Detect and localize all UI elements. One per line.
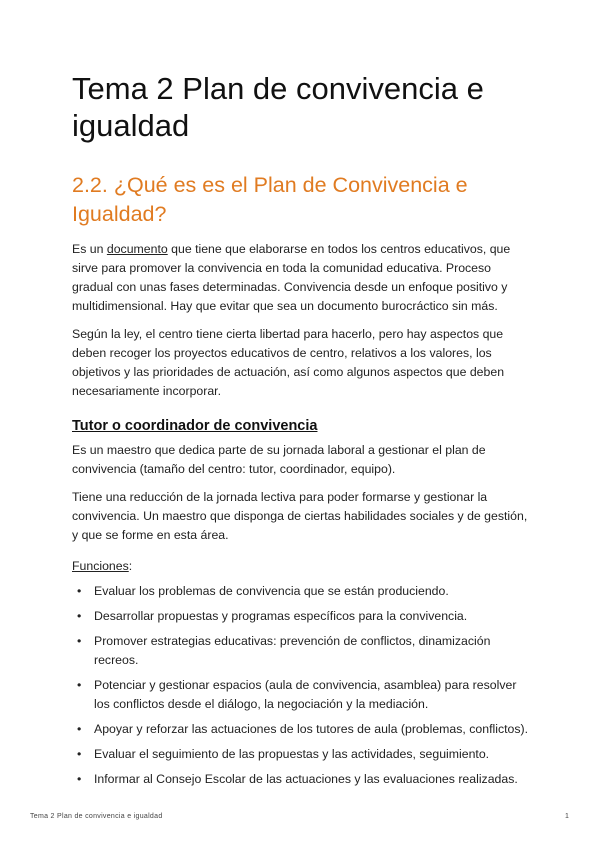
bullet-icon: • xyxy=(77,772,82,786)
page-title: Tema 2 Plan de convivencia e igualdad xyxy=(72,71,484,143)
list-item xyxy=(72,770,532,789)
intro-text-start: Es un xyxy=(72,242,107,256)
documento-link[interactable]: documento xyxy=(106,242,168,256)
list-item xyxy=(72,676,532,714)
bullet-icon: • xyxy=(77,609,82,623)
bullet-icon: • xyxy=(77,584,82,598)
funciones-list xyxy=(72,582,532,789)
funciones-label xyxy=(72,557,532,576)
page-content xyxy=(72,70,532,795)
intro-text-end: que tiene que elaborarse en todos los centros educativos, que sirve para promover la convivencia en toda la comunidad educativa. Proceso gradual con unas fases determinadas. Convivencia desde un enfoque positivo y multidimensional. Hay que evitar que sea un documento burocráctico sin más. xyxy=(72,242,511,313)
list-item xyxy=(72,632,532,670)
list-item-text: Desarrollar propuestas y programas específicos para la convivencia. xyxy=(94,609,468,623)
list-item xyxy=(72,720,532,739)
list-item xyxy=(72,582,532,601)
funciones-colon: : xyxy=(128,559,133,573)
section-heading: 2.2. ¿Qué es es el Plan de Convivencia e Igualdad? xyxy=(72,173,468,226)
page-number: 1 xyxy=(565,813,569,820)
list-item-text: Promover estrategias educativas: prevención de conflictos, dinamización recreos. xyxy=(94,634,491,667)
bullet-icon: • xyxy=(77,722,82,736)
list-item xyxy=(72,745,532,764)
list-item-text: Apoyar y reforzar las actuaciones de los tutores de aula (problemas, conflictos). xyxy=(94,722,529,736)
tutor-reduction-paragraph: Tiene una reducción de la jornada lectiva para poder formarse y gestionar la convivencia. Un maestro que disponga de ciertas habilidades sociales y de gestión, y que se forme en esta área. xyxy=(72,490,528,542)
footer-title: Tema 2 Plan de convivencia e igualdad xyxy=(30,813,163,820)
list-item-text: Evaluar el seguimiento de las propuestas y las actividades, seguimiento. xyxy=(94,747,490,761)
subsection-heading: Tutor o coordinador de convivencia xyxy=(72,418,318,434)
list-item-text: Evaluar los problemas de convivencia que se están produciendo. xyxy=(94,584,449,598)
bullet-icon: • xyxy=(77,747,82,761)
intro-paragraph xyxy=(72,240,532,316)
funciones-label-text: Funciones xyxy=(72,559,129,573)
tutor-definition-paragraph: Es un maestro que dedica parte de su jornada laboral a gestionar el plan de convivencia (tamaño del centro: tutor, coordinador, equipo). xyxy=(72,443,486,476)
list-item-text: Potenciar y gestionar espacios (aula de convivencia, asamblea) para resolver los conflictos desde el diálogo, la negociación y la mediación. xyxy=(94,678,517,711)
list-item-text: Informar al Consejo Escolar de las actuaciones y las evaluaciones realizadas. xyxy=(94,772,518,786)
bullet-icon: • xyxy=(77,678,82,692)
list-item xyxy=(72,607,532,626)
bullet-icon: • xyxy=(77,634,82,648)
law-paragraph: Según la ley, el centro tiene cierta libertad para hacerlo, pero hay aspectos que deben recoger los proyectos educativos de centro, relativos a los valores, los objetivos y las prioridades de actuación, así como algunos aspectos que deben necesariamente incorporar. xyxy=(72,327,505,398)
